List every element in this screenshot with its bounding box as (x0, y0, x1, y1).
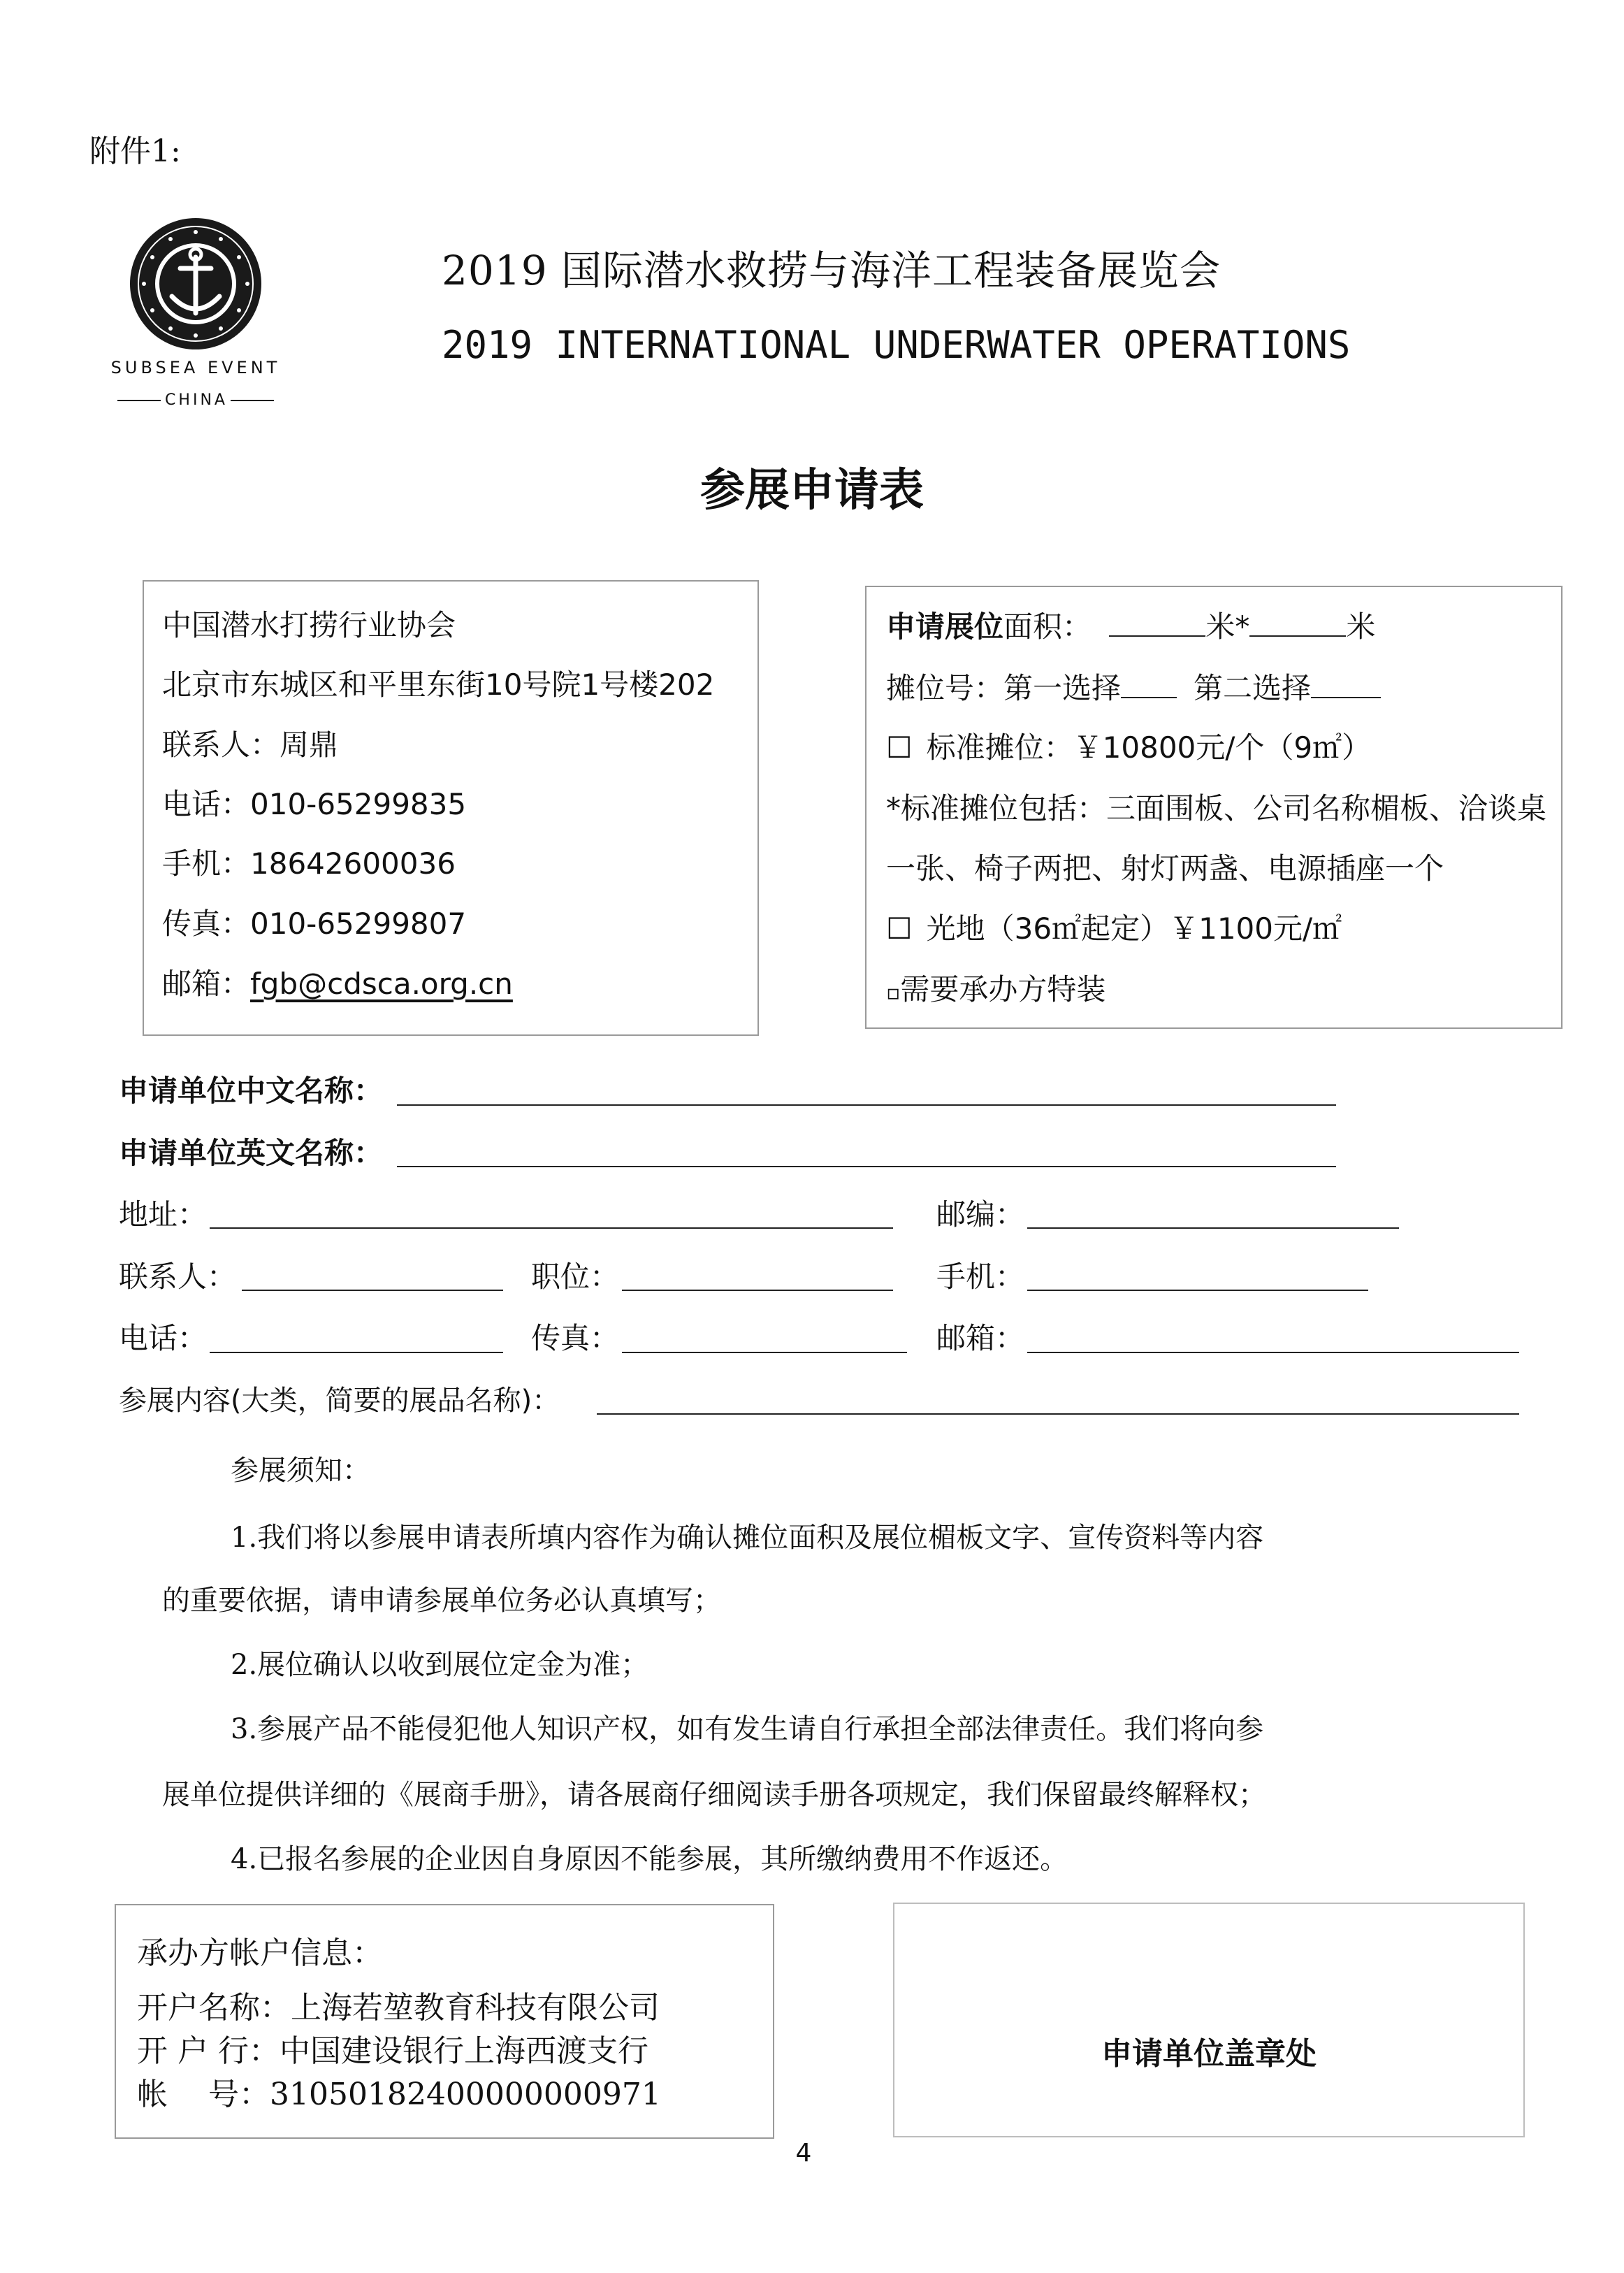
notice-item1-b: 的重要依据，请申请参展单位务必认真填写； (162, 1585, 721, 1617)
contact-email-label: 邮箱： (162, 967, 251, 1001)
notice-item3-b: 展单位提供详细的《展商手册》，请各展商仔细阅读手册各项规定，我们保留最终解释权； (162, 1779, 1266, 1811)
stamp-label: 申请单位盖章处 (1101, 2036, 1317, 2072)
postcode-input[interactable] (1027, 1227, 1399, 1229)
cn-name-label: 申请单位中文名称： (119, 1074, 384, 1108)
standard-booth-label: 标准摊位：￥10800元/个（9㎡） (926, 730, 1372, 765)
account-name: 开户名称：上海若堃教育科技有限公司 (137, 1990, 660, 2026)
standard-booth-checkbox[interactable]: ☐ (886, 730, 913, 765)
en-name-label: 申请单位英文名称： (119, 1136, 384, 1170)
content-input[interactable] (597, 1413, 1519, 1415)
contact-label: 联系人： (119, 1260, 237, 1294)
contact-email-row (162, 961, 513, 1003)
booth-second-choice-label: 第二选择 (1194, 671, 1312, 705)
anchor-seal-icon (105, 217, 287, 356)
position-input[interactable] (622, 1290, 893, 1291)
notice-item3-a: 3.参展产品不能侵犯他人知识产权，如有发生请自行承担全部法律责任。我们将向参 (231, 1713, 1264, 1745)
booth-number-label: 摊位号：第一选择 (886, 671, 1122, 705)
booth-area-label-bold: 申请展位 (886, 609, 1004, 644)
mobile-input[interactable] (1027, 1290, 1368, 1291)
notice-heading: 参展须知： (231, 1455, 370, 1487)
booth-area-label: 面积： (1003, 609, 1092, 644)
raw-space-row (886, 906, 1342, 948)
contact-input[interactable] (242, 1290, 503, 1291)
booth-second-choice-input[interactable] (1311, 672, 1381, 698)
form-title: 参展申请表 (700, 465, 924, 517)
contact-fax: 传真：010-65299807 (162, 907, 467, 941)
contact-phone: 电话：010-65299835 (162, 787, 467, 821)
address-label: 地址： (119, 1197, 208, 1232)
notice-item1-a: 1.我们将以参展申请表所填内容作为确认摊位面积及展位楣板文字、宣传资料等内容 (231, 1522, 1264, 1554)
standard-booth-row (886, 725, 1371, 767)
account-bank: 开 户 行：中国建设银行上海西渡支行 (137, 2033, 648, 2069)
booth-first-choice-input[interactable] (1121, 672, 1177, 698)
page-number: 4 (795, 2139, 812, 2167)
booth-length-input[interactable] (1109, 610, 1205, 637)
contact-org: 中国潜水打捞行业协会 (162, 608, 456, 642)
special-build-label: 需要承办方特装 (900, 972, 1106, 1006)
raw-space-checkbox[interactable]: ☐ (886, 911, 913, 946)
event-title-cn: 2019 国际潜水救捞与海洋工程装备展览会 (442, 247, 1221, 294)
event-title-en: 2019 INTERNATIONAL UNDERWATER OPERATIONS (442, 323, 1351, 367)
fax-input[interactable] (622, 1352, 907, 1353)
standard-includes-line1: *标准摊位包括：三面围板、公司名称楣板、洽谈桌 (886, 791, 1547, 825)
phone-label: 电话： (119, 1321, 208, 1355)
position-label: 职位： (531, 1260, 620, 1294)
contact-person: 联系人：周鼎 (162, 728, 339, 762)
contact-email-link[interactable]: fgb@cdsca.org.cn (250, 967, 513, 1001)
booth-width-input[interactable] (1249, 610, 1346, 637)
notice-item4: 4.已报名参展的企业因自身原因不能参展，其所缴纳费用不作返还。 (231, 1843, 1068, 1875)
logo (105, 217, 287, 419)
content-label: 参展内容(大类，简要的展品名称)： (119, 1385, 560, 1417)
contact-mobile: 手机：18642600036 (162, 846, 456, 881)
mobile-label: 手机： (936, 1260, 1025, 1294)
special-build-checkbox[interactable]: ▫ (886, 981, 901, 1005)
stamp-box (893, 1903, 1525, 2137)
fax-label: 传真： (531, 1321, 620, 1355)
logo-line2: CHINA (105, 391, 287, 409)
booth-unit-m: 米* (1205, 609, 1250, 644)
booth-number-row (886, 665, 1381, 707)
booth-unit-m2: 米 (1346, 609, 1376, 644)
account-number: 帐 号：31050182400000000971 (137, 2077, 661, 2112)
phone-input[interactable] (210, 1352, 503, 1353)
contact-address: 北京市东城区和平里东街10号院1号楼202 (162, 668, 715, 702)
raw-space-label: 光地（36㎡起定）￥1100元/㎡ (926, 911, 1342, 946)
notice-item2: 2.展位确认以收到展位定金为准； (231, 1649, 649, 1681)
logo-line1: SUBSEA EVENT (110, 358, 281, 377)
special-build-row (886, 967, 1105, 1009)
booth-area-row (886, 604, 1375, 646)
en-name-input[interactable] (397, 1166, 1336, 1167)
email-input[interactable] (1027, 1352, 1519, 1353)
address-input[interactable] (210, 1227, 893, 1229)
email-label: 邮箱： (936, 1321, 1025, 1355)
account-heading: 承办方帐户信息： (137, 1935, 383, 1971)
cn-name-input[interactable] (397, 1104, 1336, 1106)
attachment-label: 附件1: (89, 134, 181, 169)
postcode-label: 邮编： (936, 1197, 1025, 1232)
standard-includes-line2: 一张、椅子两把、射灯两盏、电源插座一个 (886, 851, 1444, 886)
